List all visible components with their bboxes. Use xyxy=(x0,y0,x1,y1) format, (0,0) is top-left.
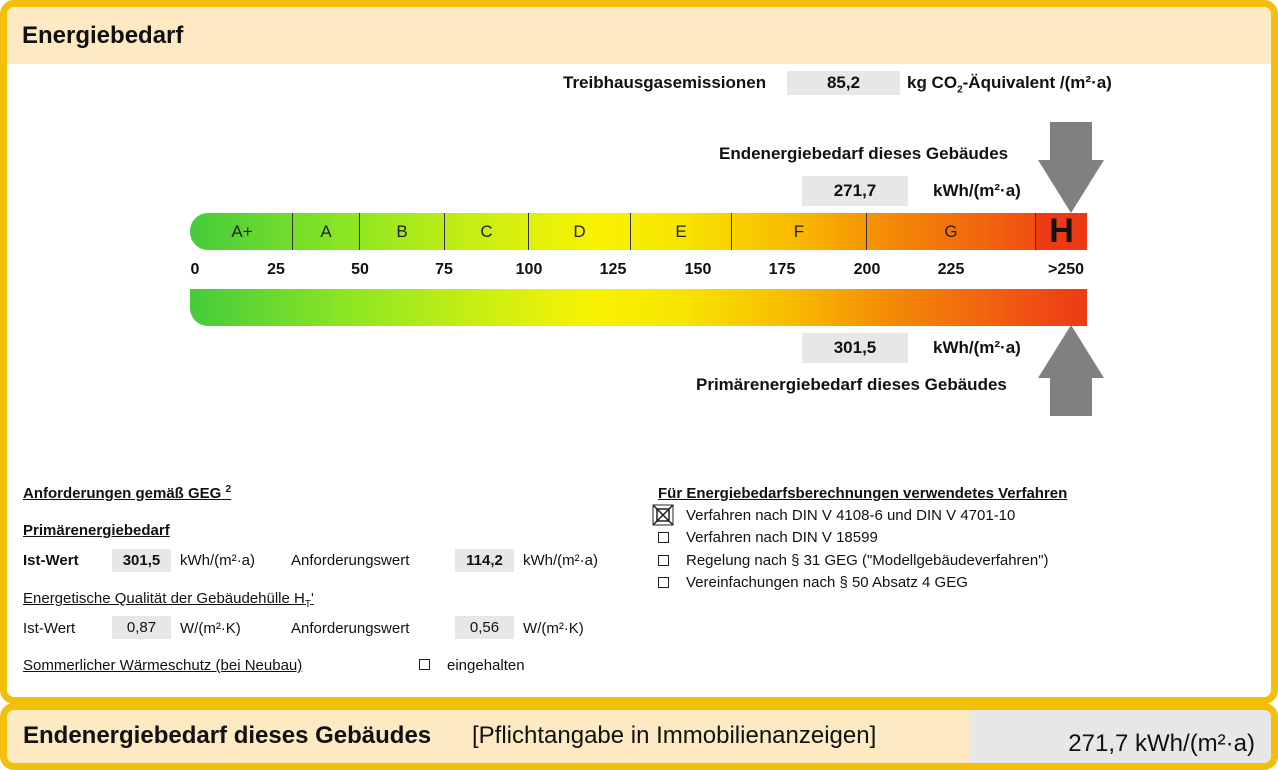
anf-value: 114,2 xyxy=(455,549,514,572)
footer-note: [Pflichtangabe in Immobilienanzeigen] xyxy=(472,722,877,749)
q-anf-label: Anforderungswert xyxy=(291,620,410,637)
scale-tick: 75 xyxy=(435,261,453,278)
quality-heading-pre: Energetische Qualität der Gebäudehülle H xyxy=(23,590,305,607)
q-anf-unit: W/(m²·K) xyxy=(523,620,584,637)
ghg-label: Treibhausgasemissionen xyxy=(563,73,767,92)
ghg-unit xyxy=(907,73,1112,95)
class-label-e: E xyxy=(675,221,687,241)
scale-tick: 175 xyxy=(768,261,796,278)
requirements-heading xyxy=(23,484,231,502)
scale-tick: 200 xyxy=(853,261,881,278)
q-anf-value: 0,56 xyxy=(455,616,514,639)
primary-energy-value: 301,5 xyxy=(802,333,908,363)
footer-value: 271,7 kWh/(m²·a) xyxy=(1068,730,1255,757)
scale-tick: 225 xyxy=(937,261,965,278)
ghg-value: 85,2 xyxy=(787,71,900,95)
procedure-checkbox-checked[interactable] xyxy=(652,504,674,526)
procedure-checkbox[interactable] xyxy=(658,555,669,566)
scale-tick: >250 xyxy=(1047,261,1085,278)
end-energy-value: 271,7 xyxy=(802,176,908,206)
class-label-h-active: H xyxy=(1049,212,1074,250)
summer-protection-label: Sommerlicher Wärmeschutz (bei Neubau) xyxy=(23,657,303,674)
page-title: Energiebedarf xyxy=(22,22,184,49)
scale-tick: 50 xyxy=(351,261,369,278)
procedures-heading: Für Energiebedarfsberechnungen verwendetes Verfahren xyxy=(658,485,1068,502)
footer-label: Endenergiebedarf dieses Gebäudes xyxy=(23,722,432,749)
class-label-c: C xyxy=(480,221,493,241)
scale-gradient-bar xyxy=(190,289,1087,326)
quality-heading xyxy=(23,590,314,610)
summer-checkbox-label: eingehalten xyxy=(447,657,525,674)
class-label-g: G xyxy=(944,221,958,241)
procedure-option: Regelung nach § 31 GEG ("Modellgebäudeverfahren") xyxy=(686,552,1049,569)
ghg-unit-pre: kg CO xyxy=(907,73,958,92)
primary-energy-unit: kWh/(m²·a) xyxy=(933,338,1021,357)
class-label-b: B xyxy=(396,221,408,241)
ist-value: 301,5 xyxy=(112,549,171,572)
anf-unit: kWh/(m²·a) xyxy=(523,552,598,569)
class-label-d: D xyxy=(573,221,586,241)
quality-heading-sub: T xyxy=(304,599,311,610)
procedure-option: Verfahren nach DIN V 4108-6 und DIN V 4701-10 xyxy=(686,507,1016,524)
ist-unit: kWh/(m²·a) xyxy=(180,552,255,569)
header-bar xyxy=(7,7,1271,64)
scale-tick: 25 xyxy=(267,261,285,278)
end-energy-unit: kWh/(m²·a) xyxy=(933,181,1021,200)
q-ist-unit: W/(m²·K) xyxy=(180,620,241,637)
scale-tick: 100 xyxy=(515,261,543,278)
end-energy-arrow-icon xyxy=(1037,120,1105,215)
scale-tick: 0 xyxy=(190,261,200,278)
q-ist-value: 0,87 xyxy=(112,616,171,639)
q-ist-label: Ist-Wert xyxy=(23,620,76,637)
requirements-heading-text: Anforderungen gemäß GEG xyxy=(23,485,222,502)
class-label-a-plus: A+ xyxy=(231,221,253,241)
procedure-option: Vereinfachungen nach § 50 Absatz 4 GEG xyxy=(686,574,968,591)
primary-requirements-heading: Primärenergiebedarf xyxy=(23,522,170,539)
end-energy-label: Endenergiebedarf dieses Gebäudes xyxy=(719,144,1009,163)
footer-panel xyxy=(0,703,1278,770)
summer-checkbox[interactable] xyxy=(419,659,430,670)
footer-value-box xyxy=(969,710,1271,770)
primary-energy-arrow-icon xyxy=(1037,323,1105,418)
primary-energy-label: Primärenergiebedarf dieses Gebäudes xyxy=(696,375,1007,394)
ghg-unit-sub: 2 xyxy=(957,84,963,96)
procedure-option: Verfahren nach DIN V 18599 xyxy=(686,529,878,546)
procedure-checkbox[interactable] xyxy=(658,532,669,543)
scale-tick: 125 xyxy=(599,261,627,278)
scale-tick: 150 xyxy=(684,261,712,278)
class-label-f: F xyxy=(793,221,805,241)
class-label-a: A xyxy=(320,221,332,241)
ghg-unit-post: -Äquivalent /(m²·a) xyxy=(962,73,1112,92)
anf-label: Anforderungswert xyxy=(291,552,410,569)
requirements-heading-sup: 2 xyxy=(225,484,232,495)
procedure-checkbox[interactable] xyxy=(658,577,669,588)
ist-label: Ist-Wert xyxy=(23,552,79,569)
quality-heading-post: ' xyxy=(310,590,314,607)
